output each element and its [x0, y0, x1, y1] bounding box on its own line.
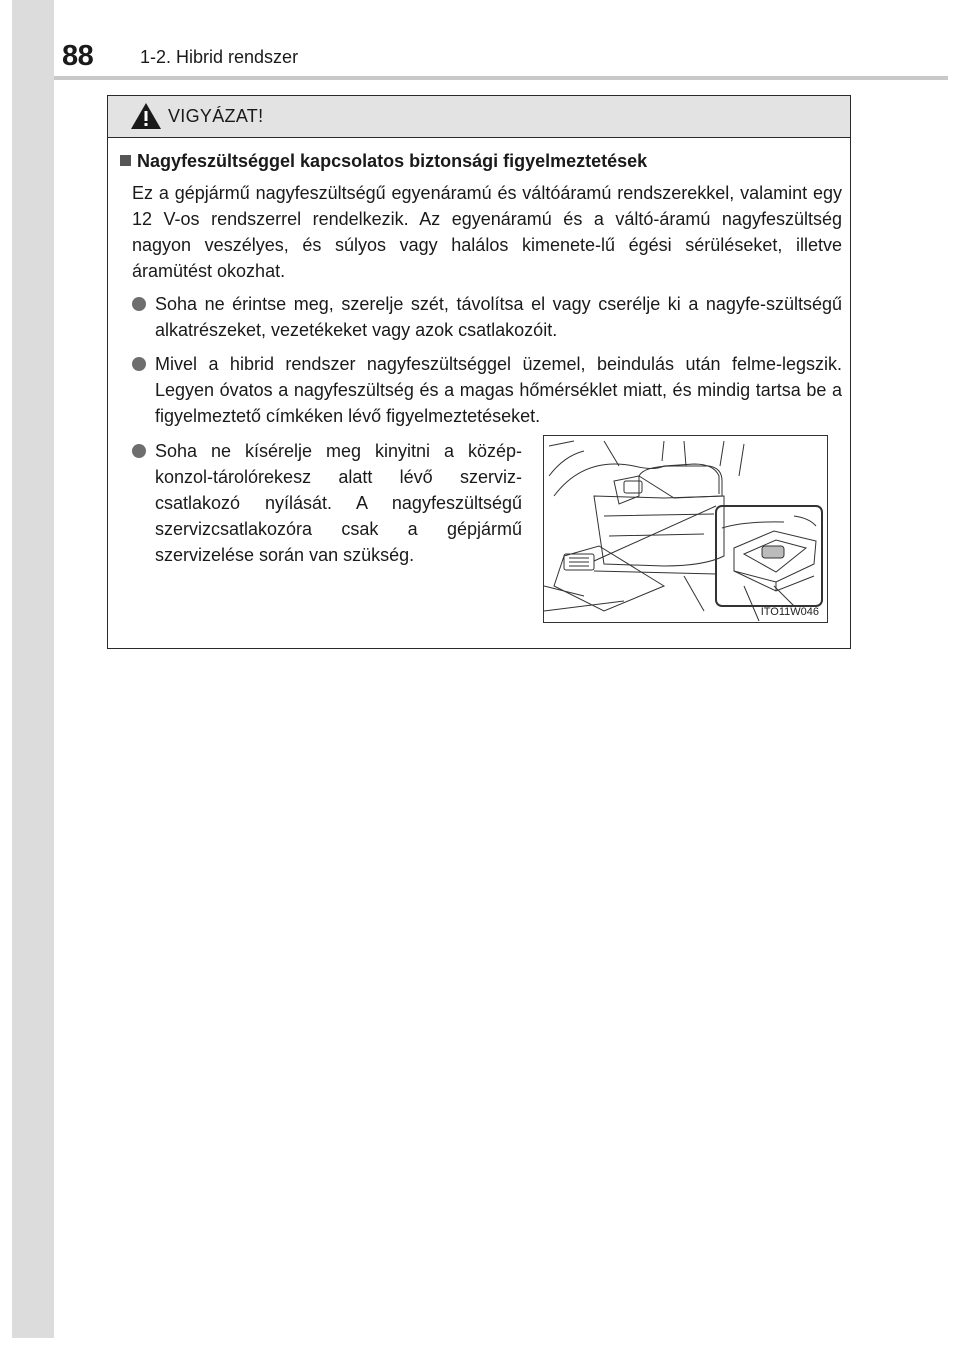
service-plug-illustration: [543, 435, 828, 623]
square-bullet-icon: [120, 155, 131, 166]
bullet-item: [132, 438, 522, 568]
page-number: 88: [62, 40, 94, 72]
figure-label: ITO11W046: [760, 606, 819, 618]
bullet-item: [132, 351, 842, 429]
warning-header: [108, 96, 850, 138]
warning-box: [107, 95, 851, 649]
subheading-text: Nagyfeszültséggel kapcsolatos biztonsági figyelmeztetések: [137, 151, 648, 171]
page-edge-strip: [12, 0, 54, 1338]
round-bullet-icon: [132, 357, 146, 371]
header-divider: [54, 76, 948, 80]
section-title: 1-2. Hibrid rendszer: [140, 47, 299, 67]
bullet-text: Soha ne kísérelje meg kinyitni a közép-konzol-tárolórekesz alatt lévő szerviz-csatlakozó nyílását. A nagyfeszültségű szervizcsatlakozóra csak a gépjármű szervizelése során van szükség.: [155, 441, 522, 565]
bullet-text: Soha ne érintse meg, szerelje szét, távolítsa el vagy cserélje ki a nagyfe-szültségű alkatrészeket, vezetékeket vagy azok csatlakozóit.: [155, 294, 842, 340]
warning-subheading: [120, 151, 647, 172]
intro-paragraph: Ez a gépjármű nagyfeszültségű egyenáramú és váltóáramú rendszerekkel, valamint egy 12 V-os rendszerrel rendelkezik. Az egyenáramú és a váltó-áramú nagyfeszültség nagyon veszélyes, és súlyos vagy halálos kimenete-lű égési sérüléseket, illetve áramütést okozhat.: [132, 183, 842, 281]
round-bullet-icon: [132, 297, 146, 311]
bullet-text: Mivel a hibrid rendszer nagyfeszültséggel üzemel, beindulás után felme-legszik. Legyen óvatos a nagyfeszültség és a magas hőmérséklet miatt, és mindig tartsa be a figyelmeztető címkéken lévő figyelmeztetéseket.: [155, 354, 842, 426]
warning-triangle-icon: [130, 101, 162, 136]
bullet-item: [132, 291, 842, 343]
warning-title: VIGYÁZAT!: [168, 106, 264, 126]
console-drawing: [544, 436, 828, 623]
round-bullet-icon: [132, 444, 146, 458]
